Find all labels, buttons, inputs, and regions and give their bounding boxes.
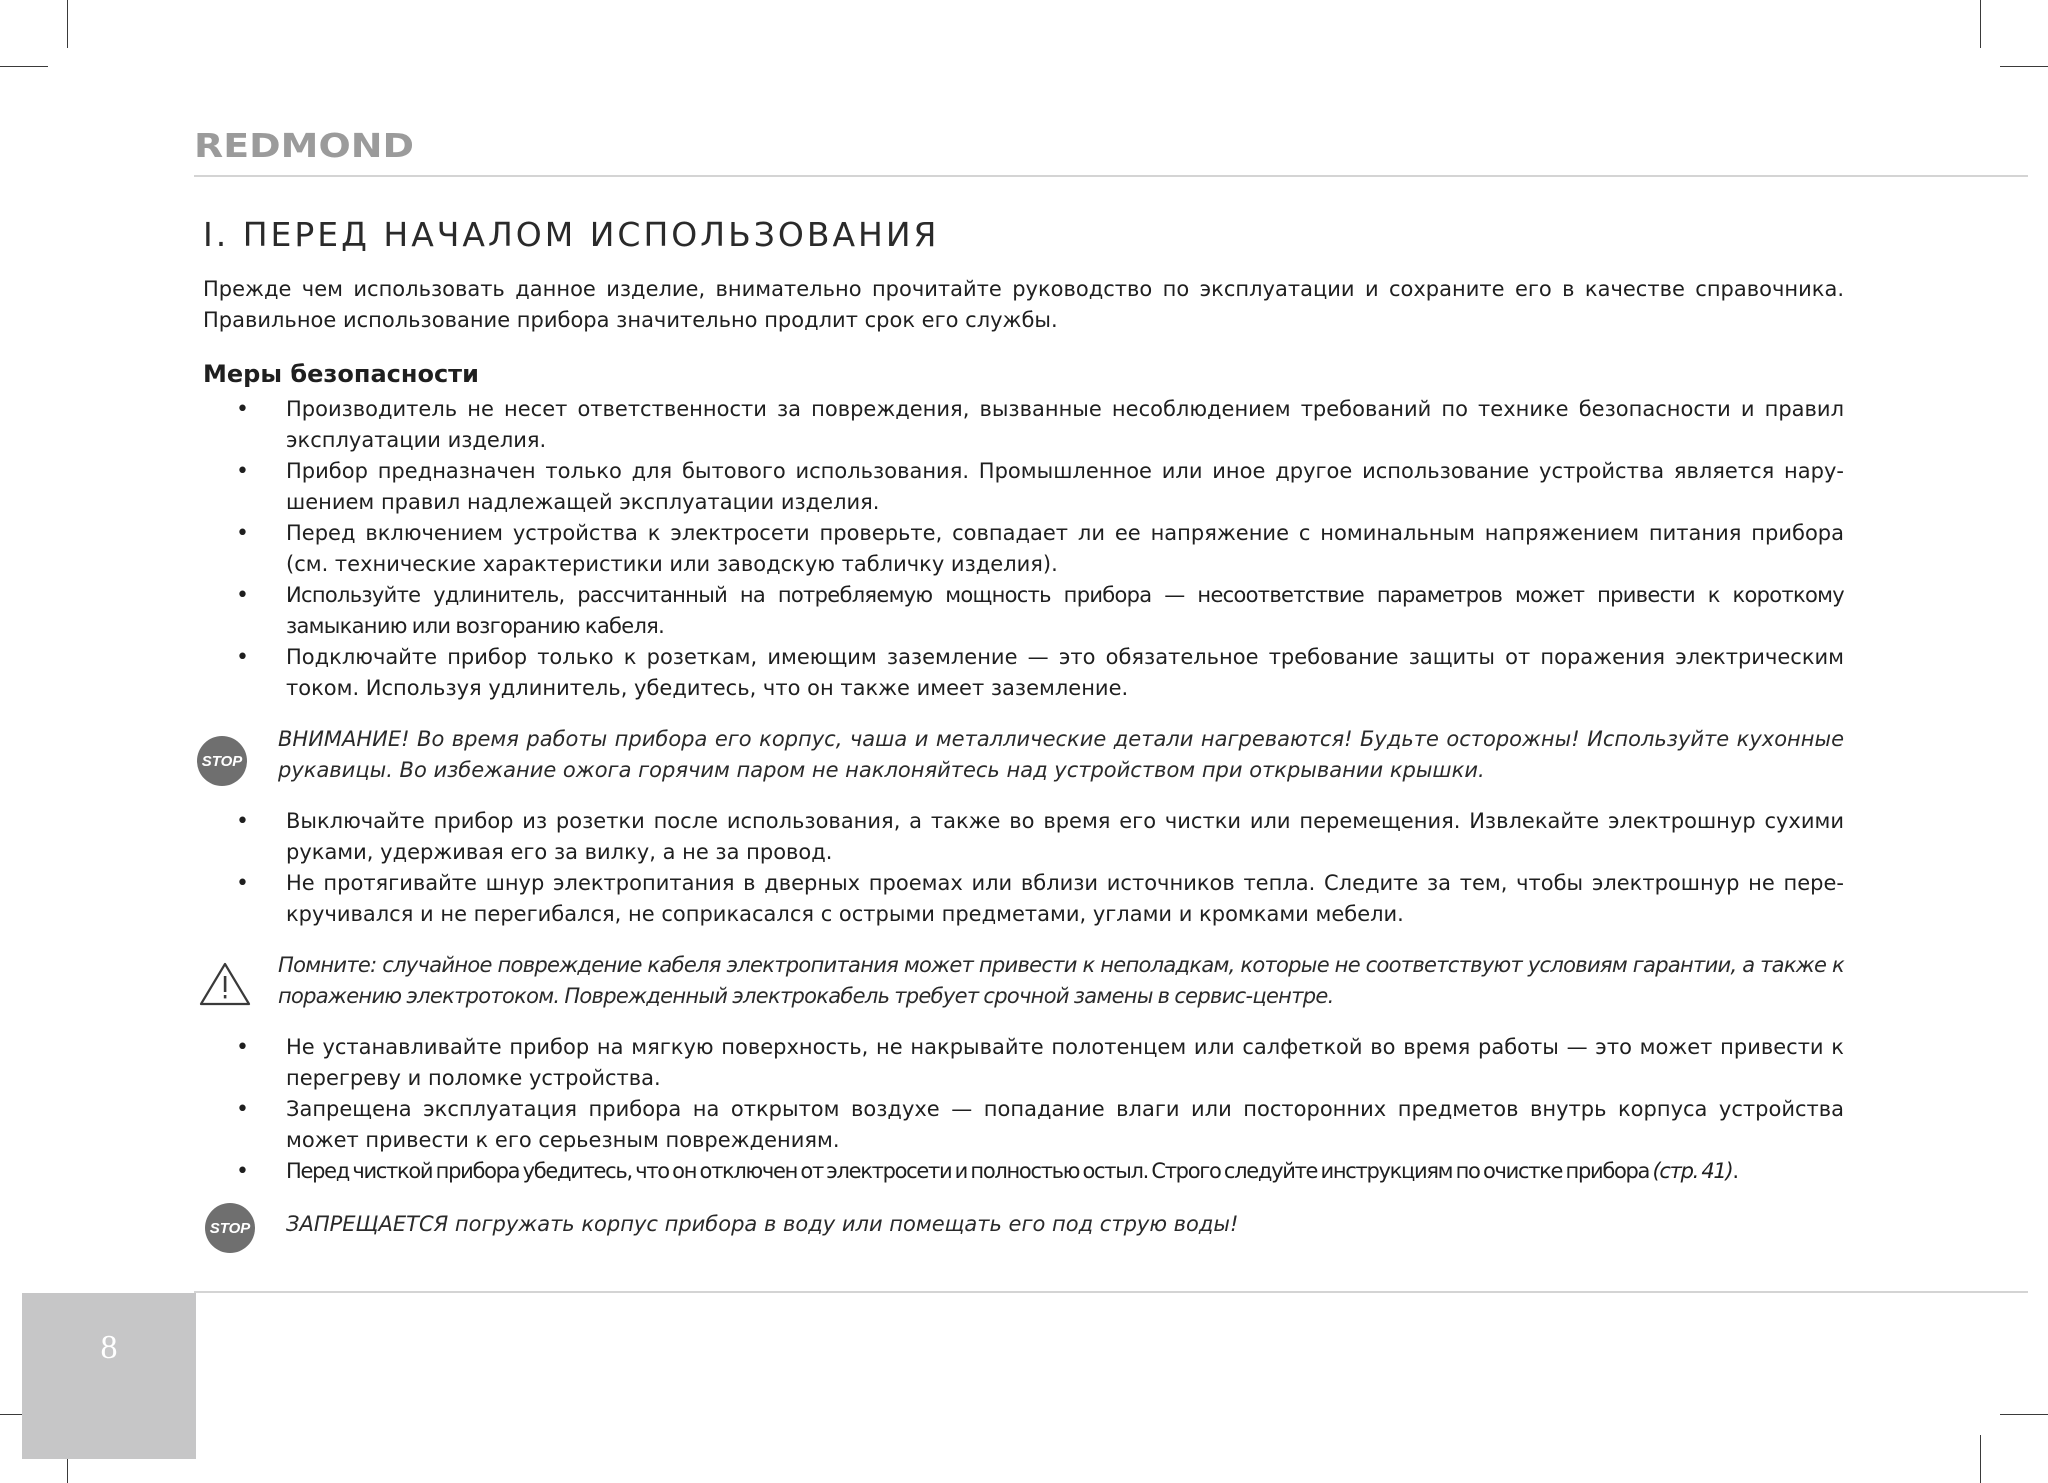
page-content [203, 215, 1844, 1260]
list-item: • Выключайте прибор из розетки после использования, а также во время его чистки или перемещения. Извлекайте электрошнур сухими руками, удерживая его за вилку, а не за провод. [203, 806, 1844, 868]
list-item: • Не устанавливайте прибор на мягкую поверхность, не накрывайте полотенцем или салфеткой во время работы — это может привести к перегреву и поломке устройства. [203, 1032, 1844, 1094]
safety-list-2 [203, 806, 1844, 930]
crop-mark [2000, 66, 2048, 67]
list-item: • Перед включением устройства к электросети проверьте, совпадает ли ее напряжение с номинальным напряжением питания прибора (см. технические характеристики или заводскую табличку изделия). [203, 518, 1844, 580]
intro-paragraph: Прежде чем использовать данное изделие, внимательно прочитайте руководство по эксплуатации и сохраните его в качестве справочника. Правильное использование прибора значительно продлит срок его службы. [203, 277, 1844, 332]
caution-note-cable [203, 950, 1844, 1012]
crop-mark [1980, 0, 1981, 48]
safety-list-3 [203, 1032, 1844, 1187]
list-item: • Перед чисткой прибора убедитесь, что он отключен от электросети и полностью остыл. Строго следуйте инструкциям по очистке прибора (стр. 41). [203, 1156, 1844, 1187]
list-item: • Не протягивайте шнур электропитания в дверных проемах или вблизи источников тепла. Следите за тем, чтобы электрошнур не перекручивался и не перегибался, не соприкасался с острыми предметами, углами и кромками мебели. [203, 868, 1844, 930]
warning-triangle-icon [197, 960, 253, 1017]
crop-mark [2000, 1414, 2048, 1415]
list-item: • Производитель не несет ответственности за повреждения, вызванные несоблюдением требований по технике безопасности и правил эксплуатации изделия. [203, 394, 1844, 456]
caution-text: Помните: случайное повреждение кабеля электропитания может привести к неполадкам, которые не соответствуют условиям гарантии, а также к поражению электротоком. Поврежденный электрокабель требует срочной замены в сервис-центре. [278, 953, 1844, 1008]
page-number: 8 [100, 1329, 118, 1366]
bullet-icon: • [236, 1097, 249, 1122]
brand-logo [194, 130, 416, 164]
safety-heading: Меры безопасности [203, 360, 479, 388]
footer-divider [194, 1291, 2028, 1293]
list-item: • Используйте удлинитель, рассчитанный на потребляемую мощность прибора — несоответствие параметров может привести к короткому замыканию или возгоранию кабеля. [203, 580, 1844, 642]
brand-logo-text: REDMOND [194, 130, 414, 160]
crop-mark [67, 0, 68, 48]
bullet-icon: • [236, 397, 249, 422]
section-title: I. ПЕРЕД НАЧАЛОМ ИСПОЛЬЗОВАНИЯ [203, 215, 940, 254]
stop-icon: STOP [205, 1203, 255, 1253]
bullet-icon: • [236, 809, 249, 834]
warning-text: ЗАПРЕЩАЕТСЯ погружать корпус прибора в воду или помещать его под струю воды! [286, 1212, 1239, 1236]
page-number-box [22, 1293, 196, 1459]
warning-note-water [203, 1209, 1844, 1240]
bullet-icon: • [236, 583, 249, 608]
safety-list-1 [203, 394, 1844, 704]
crop-mark [1980, 1435, 1981, 1483]
warning-text: ВНИМАНИЕ! Во время работы прибора его корпус, чаша и металлические детали нагреваются! Будьте осторожны! Используйте кухонные рукавицы. Во избежание ожога горячим паром не наклоняйтесь над устройством при открывании крышки. [278, 727, 1844, 782]
bullet-icon: • [236, 645, 249, 670]
list-item: • Прибор предназначен только для бытового использования. Промышленное или иное другое использование устройства является нарушением правил надлежащей эксплуатации изделия. [203, 456, 1844, 518]
bullet-icon: • [236, 871, 249, 896]
bullet-icon: • [236, 521, 249, 546]
page-reference: (стр. 41) [1652, 1159, 1733, 1183]
warning-note-hot [203, 724, 1844, 786]
list-item: • Подключайте прибор только к розеткам, имеющим заземление — это обязательное требование защиты от поражения электрическим током. Используя удлинитель, убедитесь, что он также имеет заземление. [203, 642, 1844, 704]
bullet-icon: • [236, 1035, 249, 1060]
list-item: • Запрещена эксплуатация прибора на открытом воздухе — попадание влаги или посторонних предметов внутрь корпуса устройства может привести к его серьезным повреждениям. [203, 1094, 1844, 1156]
crop-mark [0, 66, 48, 67]
bullet-icon: • [236, 1159, 249, 1184]
stop-icon: STOP [197, 736, 247, 786]
bullet-icon: • [236, 459, 249, 484]
header-divider [194, 175, 2028, 177]
